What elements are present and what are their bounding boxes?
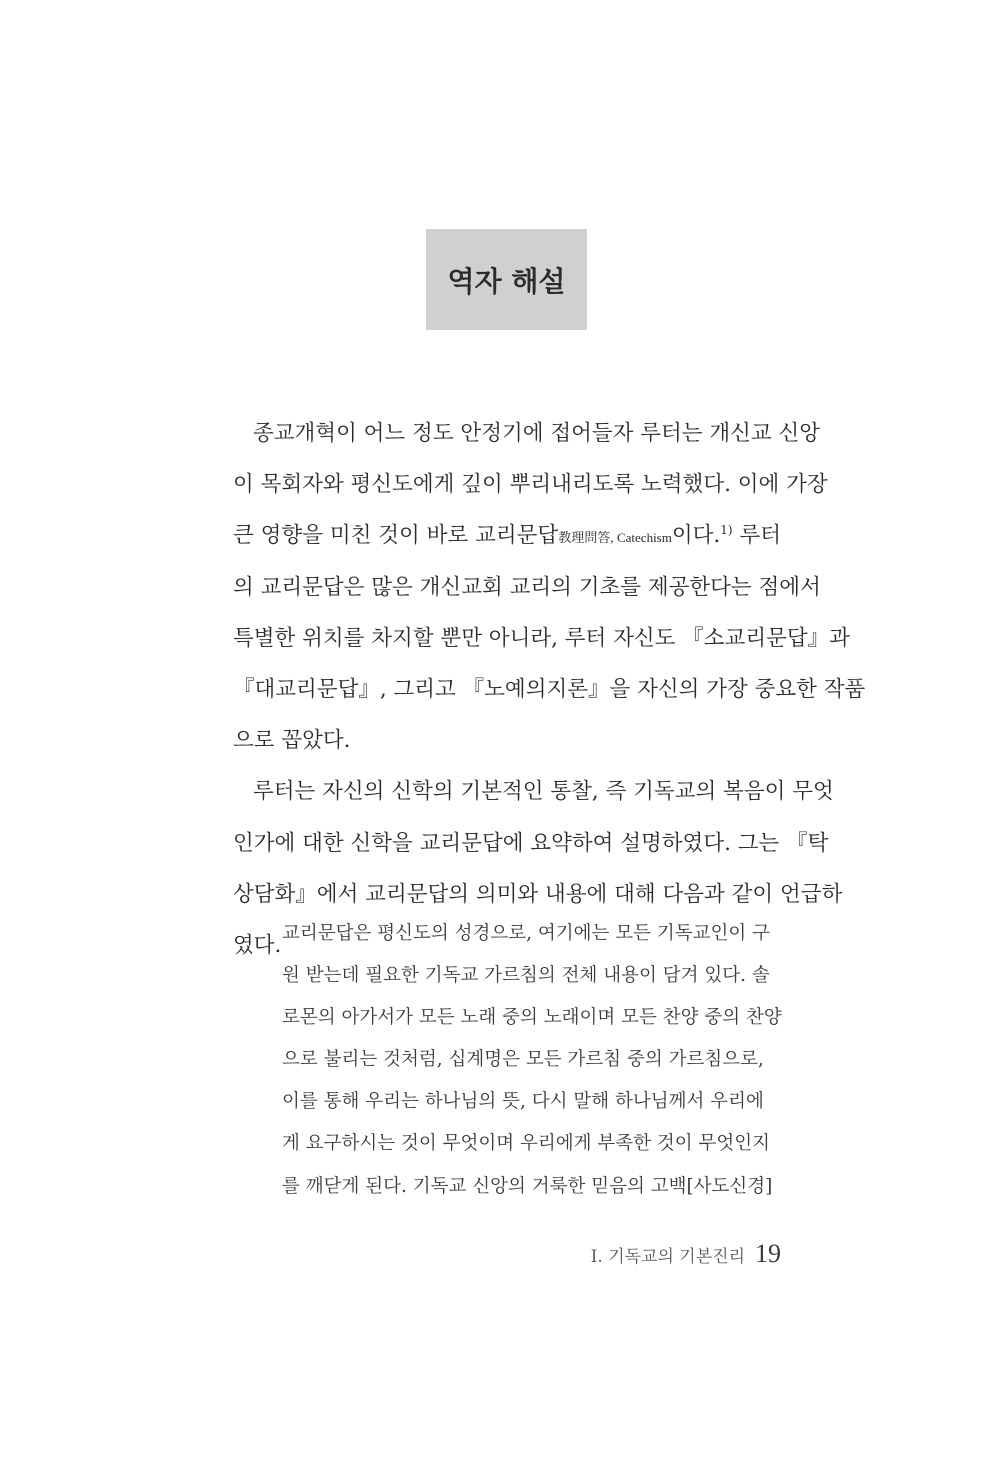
paragraph1-line: 특별한 위치를 차지할 뿐만 아니라, 루터 자신도 『소교리문답』과 <box>233 625 850 651</box>
paragraph1-text: 루터 <box>732 523 781 549</box>
quote-line: 교리문답은 평신도의 성경으로, 여기에는 모든 기독교인이 구 <box>282 923 770 944</box>
paragraph1-line: 으로 꼽았다. <box>233 728 351 754</box>
paragraph1-line: 『대교리문답』, 그리고 『노예의지론』을 자신의 가장 중요한 작품 <box>233 676 866 702</box>
paragraph2-line: 인가에 대한 신학을 교리문답에 요약하여 설명하였다. 그는 『탁 <box>233 830 829 856</box>
quote-line: 이를 통해 우리는 하나님의 뜻, 다시 말해 하나님께서 우리에 <box>282 1091 764 1113</box>
paragraph2-line: 였다. <box>233 932 282 958</box>
quote-line: 를 깨닫게 된다. 기독교 신앙의 거룩한 믿음의 고백[사도신경] <box>282 1175 773 1197</box>
quote-line: 게 요구하시는 것이 무엇이며 우리에게 부족한 것이 무엇인지 <box>282 1133 770 1155</box>
paragraph2-line: 루터는 자신의 신학의 기본적인 통찰, 즉 기독교의 복음이 무엇 <box>253 779 834 805</box>
hanja-annotation: 教理問答, Catechism <box>558 530 672 546</box>
paragraph1-line: 의 교리문답은 많은 개신교회 교리의 기초를 제공한다는 점에서 <box>233 574 821 600</box>
quote-line: 으로 불리는 것처럼, 십계명은 모든 가르침 중의 가르침으로, <box>282 1049 764 1071</box>
paragraph2-line: 상담화』에서 교리문답의 의미와 내용에 대해 다음과 같이 언급하 <box>233 881 843 907</box>
paragraph1-text: 큰 영향을 미친 것이 바로 교리문답 <box>233 523 559 549</box>
footer-chapter-title: I. 기독교의 기본진리 <box>590 1247 745 1267</box>
paragraph1-line-with-footnote <box>233 510 781 561</box>
quote-line: 로몬의 아가서가 모든 노래 중의 노래이며 모든 찬양 중의 찬양 <box>282 1007 782 1029</box>
section-title: 역자 해설 <box>447 264 566 298</box>
paragraph1-line: 종교개혁이 어느 정도 안정기에 접어들자 루터는 개신교 신앙 <box>253 421 821 446</box>
quote-line: 원 받는데 필요한 기독교 가르침의 전체 내용이 담겨 있다. 솔 <box>282 965 770 987</box>
section-title-box <box>426 229 587 330</box>
running-footer <box>591 1239 781 1279</box>
footnote-marker[interactable]: 1) <box>720 523 733 538</box>
page-number: 19 <box>755 1239 781 1268</box>
paragraph1-line: 이 목회자와 평신도에게 깊이 뿌리내리도록 노력했다. 이에 가장 <box>233 472 828 498</box>
block-quote <box>282 913 782 1208</box>
main-text <box>233 408 866 971</box>
paragraph1-text: 이다. <box>671 523 721 549</box>
